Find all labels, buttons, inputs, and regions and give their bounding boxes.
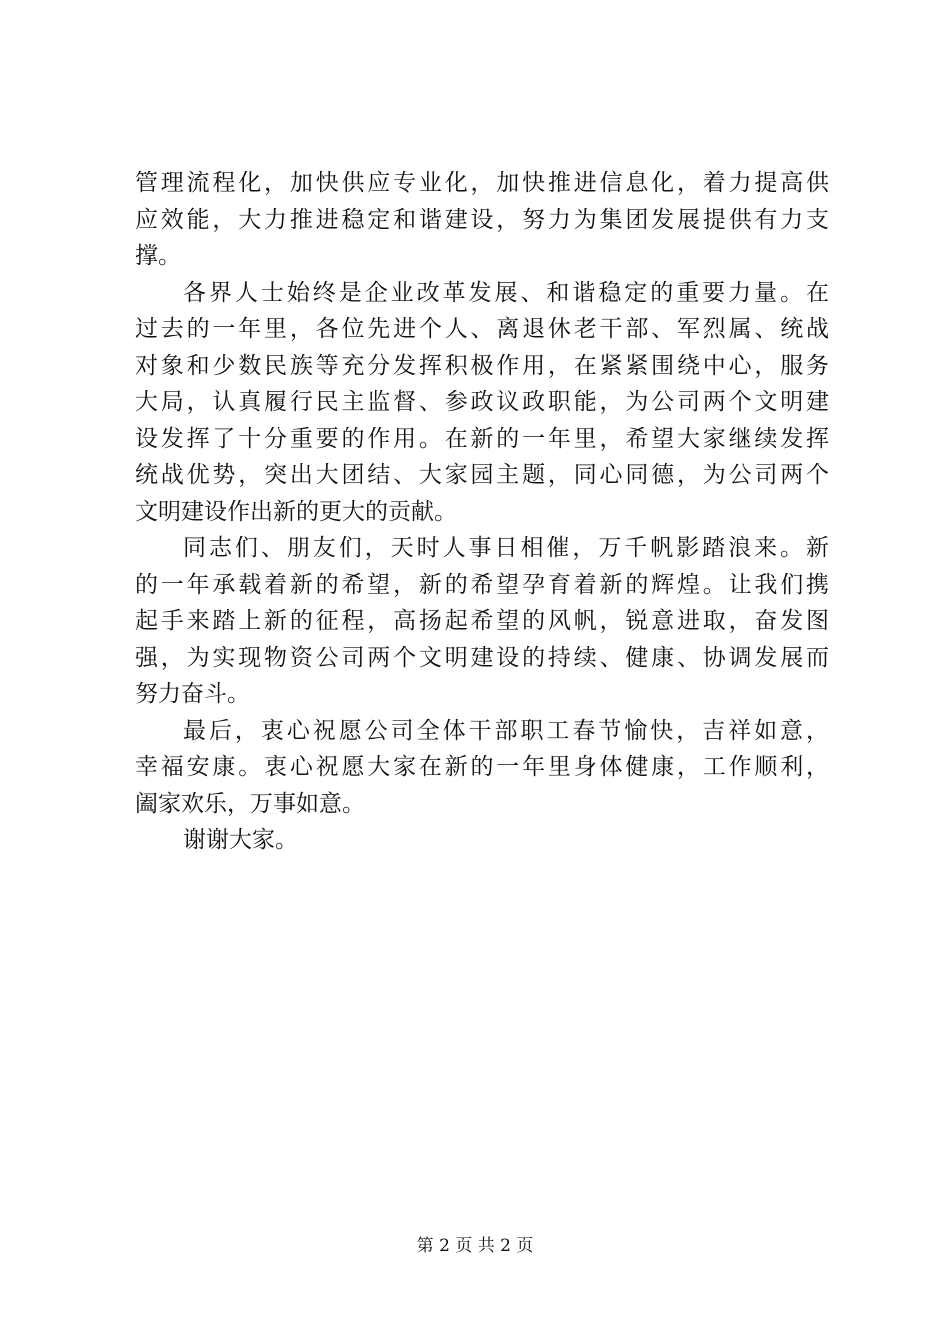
paragraph-first-line: 最后，衷心祝愿公司全体干部职工春节愉快，吉祥如意，	[183, 717, 829, 744]
paragraph-first-line: 同志们、朋友们，天时人事日相催，万千帆影踏浪来。新	[183, 535, 829, 561]
text-line: 撑。	[135, 243, 181, 269]
text-line: 对象和少数民族等充分发挥积极作用，在紧紧围绕中心，服务	[135, 352, 829, 379]
paragraph-first-line: 各界人士始终是企业改革发展、和谐稳定的重要力量。在	[183, 279, 829, 306]
text-line: 努力奋斗。	[135, 681, 250, 707]
closing-line: 谢谢大家。	[183, 827, 298, 853]
text-line: 应效能，大力推进稳定和谐建设，努力为集团发展提供有力支	[135, 206, 829, 233]
text-line: 幸福安康。衷心祝愿大家在新的一年里身体健康，工作顺利，	[135, 754, 829, 780]
text-line: 设发挥了十分重要的作用。在新的一年里，希望大家继续发挥	[135, 425, 829, 452]
text-line: 的一年承载着新的希望，新的希望孕育着新的辉煌。让我们携	[135, 571, 829, 598]
text-line: 大局，认真履行民主监督、参政议政职能，为公司两个文明建	[135, 389, 829, 415]
text-line: 强，为实现物资公司两个文明建设的持续、健康、协调发展而	[135, 644, 829, 671]
text-line: 过去的一年里，各位先进个人、离退休老干部、军烈属、统战	[135, 316, 829, 342]
text-line: 文明建设作出新的更大的贡献。	[135, 498, 457, 525]
text-line: 阖家欢乐，万事如意。	[135, 790, 365, 817]
page-number-footer: 第 2 页 共 2 页	[416, 1236, 534, 1256]
text-line: 统战优势，突出大团结、大家园主题，同心同德，为公司两个	[135, 462, 829, 488]
text-line: 管理流程化，加快供应专业化，加快推进信息化，着力提高供	[135, 170, 829, 196]
text-line: 起手来踏上新的征程，高扬起希望的风帆，锐意进取，奋发图	[135, 608, 829, 634]
document-body	[135, 165, 829, 859]
